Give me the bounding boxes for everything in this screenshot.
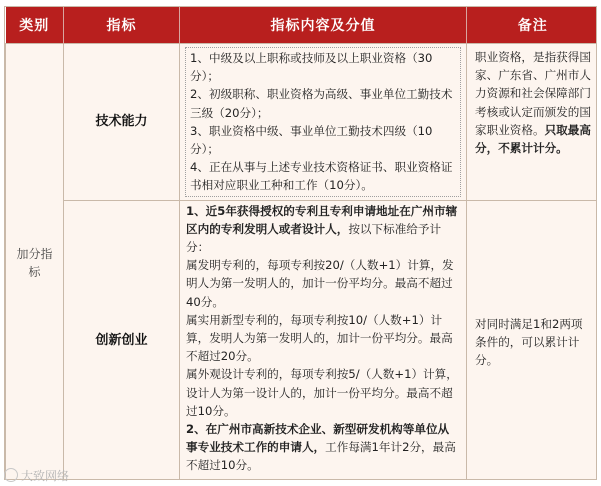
note-text: 职业资格，是指获得国家、广东省、广州市人力资源和社会保障部门考核或认定而颁发的国家职业资格。 [475,50,591,137]
category-cell: 加分指标 [6,44,64,481]
header-category: 类别 [6,7,64,44]
content-line-bold: 2、在广州市高新技术企业、新型研发机构等单位从事专业技术工作的申请人， [186,422,450,455]
content-cell [180,200,467,480]
header-row [6,7,598,44]
watermark-logo-icon [4,468,18,482]
content-line: 属实用新型专利的，每项专利按10/（人数+1）计算，发明人为第一发明人的，加计一份平均分。最高不超过20分。 [186,312,453,364]
content-cell [180,44,467,201]
note-bold-text: 只取最高分，不累计计分。 [475,122,591,156]
watermark: 大致网络 [4,467,69,484]
note-cell [467,44,598,201]
content-line: 属发明专利的，每项专利按20/（人数+1）计算，发明人为第一发明人的，加计一份平均分。最高不超过40分。 [186,258,454,309]
content-line: 4、正在从事与上述专业技术资格证书、职业资格证书相对应职业工种和工作（10分）。 [190,160,453,193]
table-row [6,44,598,201]
content-line: 按以下标准给予计分： [186,221,442,255]
content-line: 3、职业资格中级、事业单位工勤技术四级（10分）； [190,123,433,157]
table-row [6,200,598,480]
content-box [185,47,461,197]
header-note: 备注 [467,7,598,44]
indicator-innovation: 创新创业 [64,200,180,480]
content-line: 1、中级及以上职称或技师及以上职业资格（30分）； [190,51,433,84]
content-line-bold: 1、近5年获得授权的专利且专利申请地址在广州市辖区内的专利发明人或者设计人， [186,203,458,236]
note-text: 对同时满足1和2两项条件的，可以累计计分。 [475,316,583,368]
indicator-tech-ability: 技术能力 [64,44,180,201]
note-cell [467,200,598,480]
header-content: 指标内容及分值 [180,7,467,44]
header-indicator: 指标 [64,7,180,44]
content-line: 工作每满1年计2分，最高不超过10分。 [186,440,456,473]
policy-table [4,6,597,480]
content-line: 2、初级职称、职业资格为高级、事业单位工勤技术三级（20分）； [190,87,453,120]
content-line: 属外观设计专利的，每项专利按5/（人数+1）计算，设计人为第一设计人的，加计一份平均分。最高不超过10分。 [186,367,458,418]
